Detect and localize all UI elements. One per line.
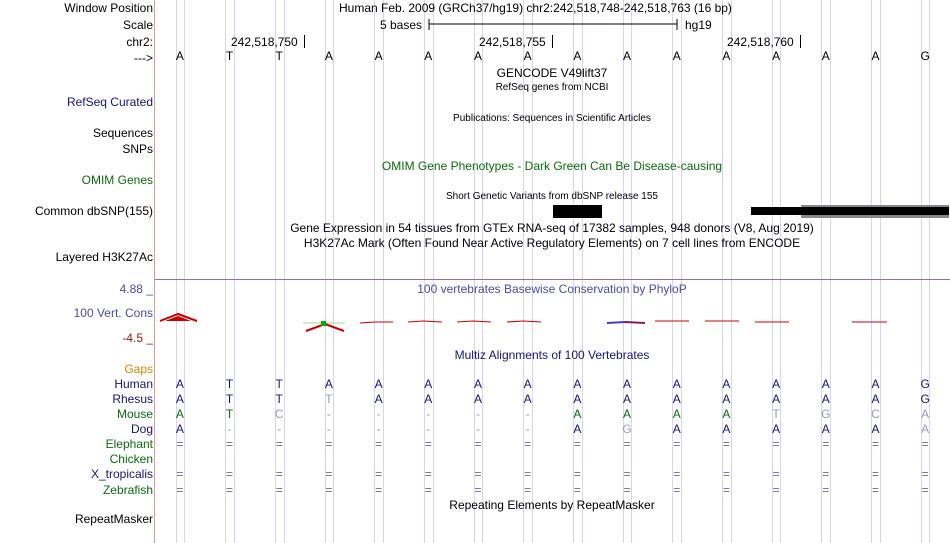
sequence-base: A: [324, 49, 333, 63]
grid-line: [929, 0, 930, 543]
alignment-base: A: [821, 377, 830, 391]
alignment-base: A: [821, 392, 830, 406]
grid-line: [631, 0, 632, 543]
alignment-base: =: [524, 437, 532, 451]
alignment-base: A: [523, 377, 532, 391]
repeatmasker-title[interactable]: Repeating Elements by RepeatMasker: [449, 498, 655, 512]
alignment-base: A: [175, 407, 184, 421]
alignment-base: A: [374, 377, 383, 391]
alignment-base: =: [822, 483, 830, 497]
alignment-base: =: [275, 437, 283, 451]
alignment-base: A: [772, 377, 781, 391]
alignment-base: T: [225, 407, 234, 421]
sequence-base: A: [473, 49, 482, 63]
window-position-text: Human Feb. 2009 (GRCh37/hg19) chr2:242,518,748-242,518,763 (16 bp): [339, 1, 732, 15]
alignment-base: =: [673, 437, 681, 451]
alignment-base: G: [920, 377, 930, 391]
grid-line: [921, 0, 922, 543]
coord-tick-mark-1: [304, 35, 305, 48]
alignment-base: A: [424, 392, 433, 406]
dbsnp-track-label[interactable]: Common dbSNP(155): [34, 204, 153, 218]
grid-line: [482, 0, 483, 543]
multiz-title[interactable]: Multiz Alignments of 100 Vertebrates: [454, 348, 650, 362]
alignment-base: A: [424, 377, 433, 391]
coord-tick-2: 242,518,755: [479, 35, 546, 49]
alignment-base: =: [424, 483, 432, 497]
alignment-base: =: [573, 483, 581, 497]
publications-title[interactable]: Publications: Sequences in Scientific Articles: [453, 113, 651, 124]
alignment-base: -: [277, 422, 282, 436]
alignment-base: G: [622, 422, 632, 436]
alignment-base: -: [376, 407, 381, 421]
species-label-dog[interactable]: Dog: [130, 422, 153, 436]
grid-line: [184, 0, 185, 543]
alignment-base: =: [623, 467, 631, 481]
alignment-base: -: [326, 422, 331, 436]
alignment-base: =: [325, 437, 333, 451]
alignment-base: A: [324, 377, 333, 391]
grid-line: [780, 0, 781, 543]
alignment-base: =: [822, 437, 830, 451]
sequence-base: A: [722, 49, 731, 63]
alignment-base: =: [573, 437, 581, 451]
alignment-base: A: [374, 392, 383, 406]
sequences-track-label[interactable]: Sequences: [92, 126, 153, 140]
grid-line: [821, 0, 822, 543]
h3k27-track-label[interactable]: Layered H3K27Ac: [55, 250, 153, 264]
alignment-base: A: [672, 422, 681, 436]
species-label-chicken[interactable]: Chicken: [109, 452, 153, 466]
grid-line: [234, 0, 235, 543]
grid-line: [623, 0, 624, 543]
alignment-base: =: [722, 437, 730, 451]
alignment-base: =: [375, 467, 383, 481]
alignment-base: C: [871, 407, 880, 421]
coord-tick-mark-2: [552, 35, 553, 48]
alignment-base: A: [871, 392, 880, 406]
alignment-base: =: [325, 483, 333, 497]
gencode-title[interactable]: GENCODE V49lift37: [496, 66, 608, 80]
alignment-base: =: [375, 483, 383, 497]
cons-title[interactable]: 100 vertebrates Basewise Conservation by PhyloP: [417, 282, 687, 296]
sequence-base: A: [424, 49, 433, 63]
alignment-base: =: [871, 483, 879, 497]
alignment-base: =: [722, 483, 730, 497]
grid-line: [374, 0, 375, 543]
alignment-base: -: [426, 422, 431, 436]
alignment-base: A: [722, 392, 731, 406]
grid-line: [424, 0, 425, 543]
alignment-base: A: [473, 392, 482, 406]
alignment-base: A: [772, 422, 781, 436]
track-separator: [155, 279, 950, 280]
alignment-base: A: [821, 422, 830, 436]
strand-label[interactable]: --->: [134, 51, 153, 65]
sequence-base: A: [672, 49, 681, 63]
alignment-base: =: [474, 437, 482, 451]
alignment-base: =: [921, 483, 929, 497]
coord-tick-mark-3: [800, 35, 801, 48]
alignment-base: A: [573, 407, 582, 421]
label-divider: [154, 0, 155, 543]
alignment-base: A: [722, 377, 731, 391]
alignment-base: =: [722, 467, 730, 481]
alignment-base: A: [871, 422, 880, 436]
dbsnp-feature[interactable]: [801, 207, 949, 215]
sequence-base: A: [821, 49, 830, 63]
sequence-base: G: [920, 49, 930, 63]
alignment-base: =: [524, 467, 532, 481]
grid-line: [731, 0, 732, 543]
alignment-base: T: [275, 392, 283, 406]
sequence-base: A: [374, 49, 383, 63]
alignment-base: =: [176, 437, 184, 451]
grid-line: [672, 0, 673, 543]
alignment-base: =: [275, 483, 283, 497]
alignment-base: A: [921, 422, 930, 436]
alignment-base: =: [325, 467, 333, 481]
alignment-base: A: [175, 422, 184, 436]
scale-bar: [428, 17, 680, 31]
sequence-base: A: [175, 49, 184, 63]
alignment-base: -: [525, 407, 530, 421]
alignment-base: G: [821, 407, 831, 421]
alignment-base: T: [225, 392, 234, 406]
alignment-base: -: [326, 407, 331, 421]
cons-min-label: -4.5 _: [122, 331, 153, 345]
alignment-base: =: [673, 483, 681, 497]
alignment-base: =: [226, 467, 234, 481]
sequence-base: A: [623, 49, 632, 63]
alignment-base: -: [426, 407, 431, 421]
alignment-base: =: [424, 467, 432, 481]
alignment-base: A: [672, 407, 681, 421]
sequence-base: A: [772, 49, 781, 63]
alignment-base: A: [772, 392, 781, 406]
sequence-base: T: [225, 49, 234, 63]
alignment-base: A: [871, 377, 880, 391]
alignment-base: =: [822, 467, 830, 481]
dbsnp-title[interactable]: Short Genetic Variants from dbSNP release 155: [446, 191, 658, 202]
alignment-base: A: [175, 392, 184, 406]
alignment-base: -: [376, 422, 381, 436]
grid-line: [383, 0, 384, 543]
alignment-base: -: [475, 422, 480, 436]
species-label-x_tropicalis[interactable]: X_tropicalis: [90, 467, 153, 481]
alignment-base: =: [871, 467, 879, 481]
alignment-base: =: [275, 467, 283, 481]
scale-label: Scale: [122, 18, 153, 32]
alignment-base: A: [473, 377, 482, 391]
grid-line: [225, 0, 226, 543]
alignment-base: =: [772, 437, 780, 451]
coord-tick-3: 242,518,760: [727, 35, 794, 49]
window-position-label: Window Position: [64, 1, 153, 15]
alignment-base: =: [772, 483, 780, 497]
grid-line: [681, 0, 682, 543]
scale-text: 5 bases: [380, 18, 423, 32]
alignment-base: =: [474, 483, 482, 497]
repeatmasker-track-label[interactable]: RepeatMasker: [74, 512, 153, 526]
refseq-track-label[interactable]: RefSeq Curated: [66, 95, 153, 109]
snps-track-label[interactable]: SNPs: [122, 142, 153, 156]
alignment-base: T: [225, 377, 234, 391]
chr-label: chr2:: [126, 35, 153, 49]
alignment-base: =: [524, 483, 532, 497]
gaps-track-label[interactable]: Gaps: [124, 362, 153, 376]
alignment-base: =: [375, 437, 383, 451]
grid-line: [176, 0, 177, 543]
alignment-base: T: [772, 407, 780, 421]
grid-line: [830, 0, 831, 543]
alignment-base: =: [573, 467, 581, 481]
alignment-base: =: [474, 467, 482, 481]
alignment-base: -: [227, 422, 232, 436]
alignment-base: A: [175, 377, 184, 391]
scale-assembly: hg19: [685, 18, 712, 32]
grid-line: [284, 0, 285, 543]
alignment-base: A: [623, 392, 632, 406]
omim-track-label[interactable]: OMIM Genes: [81, 173, 153, 187]
alignment-base: =: [623, 483, 631, 497]
species-label-elephant[interactable]: Elephant: [105, 437, 153, 451]
alignment-base: T: [275, 377, 283, 391]
species-label-human[interactable]: Human: [114, 377, 153, 391]
sequence-base: A: [523, 49, 532, 63]
alignment-base: A: [523, 392, 532, 406]
alignment-base: T: [325, 392, 333, 406]
alignment-base: =: [226, 437, 234, 451]
dbsnp-feature[interactable]: [751, 207, 801, 215]
h3k27-title[interactable]: H3K27Ac Mark (Often Found Near Active Regulatory Elements) on 7 cell lines from ENCODE: [303, 236, 801, 250]
alignment-base: =: [176, 467, 184, 481]
alignment-base: A: [573, 422, 582, 436]
cons-max-label: 4.88 _: [119, 282, 153, 296]
cons-track-label[interactable]: 100 Vert. Cons: [73, 306, 153, 320]
sequence-base: T: [275, 49, 283, 63]
sequence-base: A: [871, 49, 880, 63]
grid-line: [871, 0, 872, 543]
sequence-base: A: [573, 49, 582, 63]
alignment-base: A: [623, 407, 632, 421]
grid-line: [275, 0, 276, 543]
grid-line: [474, 0, 475, 543]
grid-line: [722, 0, 723, 543]
dbsnp-feature[interactable]: [553, 205, 602, 218]
grid-line: [880, 0, 881, 543]
coord-tick-1: 242,518,750: [231, 35, 298, 49]
species-label-rhesus[interactable]: Rhesus: [112, 392, 153, 406]
species-label-mouse[interactable]: Mouse: [116, 407, 153, 421]
alignment-base: =: [226, 483, 234, 497]
grid-line: [772, 0, 773, 543]
alignment-base: A: [672, 392, 681, 406]
alignment-base: =: [623, 437, 631, 451]
alignment-base: G: [920, 392, 930, 406]
alignment-base: =: [673, 467, 681, 481]
alignment-base: =: [772, 467, 780, 481]
alignment-base: A: [573, 392, 582, 406]
alignment-base: =: [871, 437, 879, 451]
alignment-base: -: [475, 407, 480, 421]
alignment-base: A: [573, 377, 582, 391]
grid-line: [333, 0, 334, 543]
refseq-subtitle[interactable]: RefSeq genes from NCBI: [495, 82, 609, 93]
conservation-wiggle[interactable]: [155, 305, 950, 335]
alignment-base: A: [672, 377, 681, 391]
species-label-zebrafish[interactable]: Zebrafish: [102, 483, 153, 497]
alignment-base: A: [623, 377, 632, 391]
alignment-base: =: [921, 467, 929, 481]
alignment-base: =: [176, 483, 184, 497]
alignment-base: A: [722, 422, 731, 436]
alignment-base: =: [424, 437, 432, 451]
alignment-base: C: [274, 407, 284, 421]
alignment-base: =: [921, 437, 929, 451]
alignment-base: A: [722, 407, 731, 421]
omim-title[interactable]: OMIM Gene Phenotypes - Dark Green Can Be Disease-causing: [381, 159, 723, 173]
grid-line: [433, 0, 434, 543]
alignment-base: A: [921, 407, 930, 421]
gtex-title[interactable]: Gene Expression in 54 tissues from GTEx RNA-seq of 17382 samples, 948 donors (V8, Aug 2019): [290, 221, 814, 235]
alignment-base: -: [525, 422, 530, 436]
grid-line: [325, 0, 326, 543]
